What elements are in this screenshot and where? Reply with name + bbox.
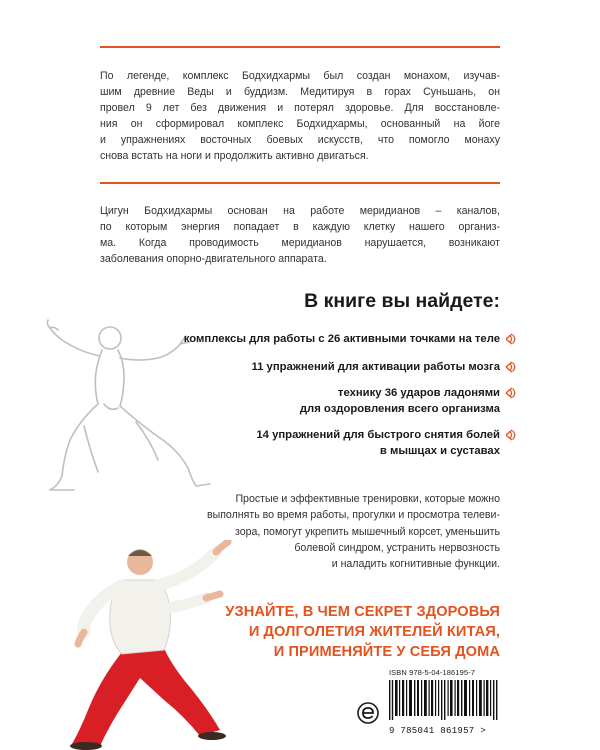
intro-line: снова встать на ноги и продолжить активно двигаться. (100, 150, 369, 163)
benefits-line: и наладить когнитивные функции. (331, 558, 500, 571)
target-arrow-icon (504, 386, 518, 400)
feature-item (256, 427, 500, 459)
intro-paragraph (100, 68, 500, 165)
promo-line: И ДОЛГОЛЕТИЯ ЖИТЕЛЕЙ КИТАЯ, (248, 624, 500, 640)
intro-line: провел 9 лет без движения и потерял здоровье. Для восстановле- (100, 102, 500, 115)
promo-line: УЗНАЙТЕ, В ЧЕМ СЕКРЕТ ЗДОРОВЬЯ (225, 604, 500, 620)
publisher-e-logo-icon (357, 702, 379, 724)
middle-divider (100, 182, 500, 184)
benefits-line: зора, помогут укрепить мышечный корсет, уменьшить (235, 525, 500, 538)
intro-line: ния он сформировал комплекс Бодхидхармы, основанный на йоге (100, 118, 500, 131)
promo-slogan (225, 602, 500, 662)
intro-line: и упражнениях восточных боевых искусств, что помогло монаху (100, 134, 500, 147)
description-paragraph (100, 203, 500, 267)
feature-text: в мышцах и суставах (379, 445, 500, 457)
description-line: по которым энергия попадает в каждую клетку нашего организ- (100, 221, 500, 234)
feature-text: технику 36 ударов ладонями (337, 387, 500, 399)
intro-line: По легенде, комплекс Бодхидхармы был создан монахом, изучав- (100, 70, 500, 82)
feature-text: для оздоровления всего организма (299, 403, 500, 415)
description-line: Цигун Бодхидхармы основан на работе меридианов – каналов, (100, 205, 500, 217)
intro-line: шим древние Веды и буддизм. Медитируя в горах Суньшань, он (100, 86, 500, 99)
benefits-line: Простые и эффективные тренировки, которые можно (235, 493, 500, 505)
feature-text: 14 упражнений для быстрого снятия болей (256, 429, 500, 441)
barcode (389, 680, 503, 720)
features-heading: В книге вы найдете: (304, 290, 500, 312)
feature-item (184, 331, 500, 347)
description-line: ма. Когда проводимость меридианов нарушается, возникают (100, 237, 500, 250)
feature-item (300, 385, 500, 417)
benefits-line: выполнять во время работы, прогулки и просмотра телеви- (206, 509, 500, 522)
isbn-label: ISBN 978-5-04-186195-7 (389, 668, 476, 677)
target-arrow-icon (504, 428, 518, 442)
top-divider (100, 46, 500, 48)
feature-text: 11 упражнений для активации работы мозга (251, 361, 500, 373)
isbn-digits: 9 785041 861957 > (389, 726, 486, 736)
feature-text: комплексы для работы с 26 активными точками на теле (183, 333, 500, 345)
target-arrow-icon (504, 332, 518, 346)
feature-item (251, 359, 500, 375)
benefits-line: болевой синдром, устранить нервозность (294, 541, 500, 554)
description-line: заболевания опорно-двигательного аппарата. (100, 253, 327, 266)
isbn-block (389, 668, 503, 736)
promo-line: И ПРИМЕНЯЙТЕ У СЕБЯ ДОМА (273, 644, 500, 660)
target-arrow-icon (504, 360, 518, 374)
